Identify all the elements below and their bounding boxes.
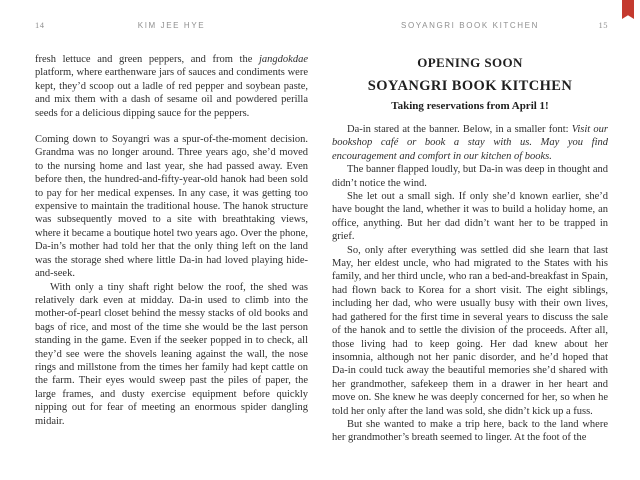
banner-line-title: SOYANGRI BOOK KITCHEN (367, 78, 573, 94)
right-page (332, 20, 608, 445)
text-run: But she wanted to make a trip here, back to the land where her grandmother’s breath seemed to linger. At the foot of the (332, 418, 608, 444)
text-run: Da-in stared at the banner. Below, in a smaller font: (347, 124, 572, 135)
banner-line-reservations: Taking reservations from April 1! (391, 100, 549, 112)
paragraph (332, 123, 608, 163)
running-header-left: KIM JEE HYE (137, 21, 206, 30)
opening-banner (332, 55, 608, 112)
paragraph (332, 244, 608, 418)
paragraph (35, 133, 308, 280)
paragraph (332, 418, 608, 445)
text-run: With only a tiny shaft right below the roof, the shed was relatively dark even at midday. Da-in used to climb into the mother-of-pearl closet behind the messy stacks of old books and bags of rice, and most of the time she would be the last person standing in the game. Even if the seeker popped in to check, all they’d see were the shovels leaning against the wall, the nose rings and millstone from the times her family had kept cattle on the farm. Their eyes would sweep past the piles of paper, the large frames, and dusty exercise equipment before quickly nipping out for fear of meeting an enormous spider dangling midair. (35, 281, 308, 427)
page-number-left: 14 (35, 20, 45, 30)
bookmark-ribbon-icon[interactable] (622, 0, 634, 19)
paragraph (332, 190, 608, 244)
paragraph (332, 163, 608, 190)
banner-line-opening-soon: OPENING SOON (417, 55, 523, 70)
page-number-right: 15 (598, 20, 608, 30)
italic-text-run: Visit our bookshop café or book a stay with us. May you find encouragement and comfort in our kitchen of books. (332, 124, 608, 162)
text-run: fresh lettuce and green peppers, and from the (35, 54, 259, 65)
text-run: So, only after everything was settled did she learn that last May, her eldest uncle, who had migrated to the States with his family, and her third uncle, who ran a bed-and-breakfast in Spain, had flown back to Korea for a short visit. The eight siblings, including her dad, who were usually busy with their own lives, had gathered for the first time in several years to discuss the sale of the hanok and to settle the division of the proceeds. After all, those living had to keep going. Her dad knew about her insomnia, although not her panic disorder, and he’d hoped that Da-in could tuck away the beautiful memories she’d shared with her grandmother, safekeep them in a drawer in her heart and move on. She knew he was deeply concerned for her, so when he told her only after the land was sold, she didn’t kick up a fuss. (332, 244, 609, 417)
left-page-body (35, 53, 308, 428)
paragraph (35, 53, 308, 120)
text-run: She let out a small sigh. If only she’d known earlier, she’d have bought the land, whether it was to build a holiday home, an office, anything. But her dad didn’t want her to be trapped in grief. (332, 191, 608, 243)
running-header-right: SOYANGRI BOOK KITCHEN (401, 21, 539, 30)
text-run: Coming down to Soyangri was a spur-of-the-moment decision. Grandma was no longer around. Three years ago, she’d moved to the nursing home and last year, she had passed away. Even before then, the hundred-and-fifty-year-old hanok had been sold to pay for her medical expenses. In any case, it was getting too expensive to maintain the traditional house. The hanok structure was subsequently moved to a site with breathtaking views, where it became a boutique hotel two years ago. Over the phone, Da-in’s mother had told her that the only thing left on the land was the storage shed where little Da-in had loved playing hide-and-seek. (35, 134, 308, 280)
right-page-header (332, 20, 608, 32)
left-page (35, 20, 308, 428)
text-run: The banner flapped loudly, but Da-in was deep in thought and didn’t notice the wind. (332, 164, 608, 189)
text-run: platform, where earthenware jars of sauces and condiments were kept, they’d scoop out a ladle of red pepper and soybean paste, and mix them with a dash of sesame oil and powdered perilla seeds for a delicious dipping sauce for the peppers. (35, 67, 308, 119)
left-page-header (35, 20, 308, 32)
italic-text-run: jangdokdae (259, 54, 308, 65)
paragraph (35, 281, 308, 428)
right-page-body (332, 123, 608, 445)
